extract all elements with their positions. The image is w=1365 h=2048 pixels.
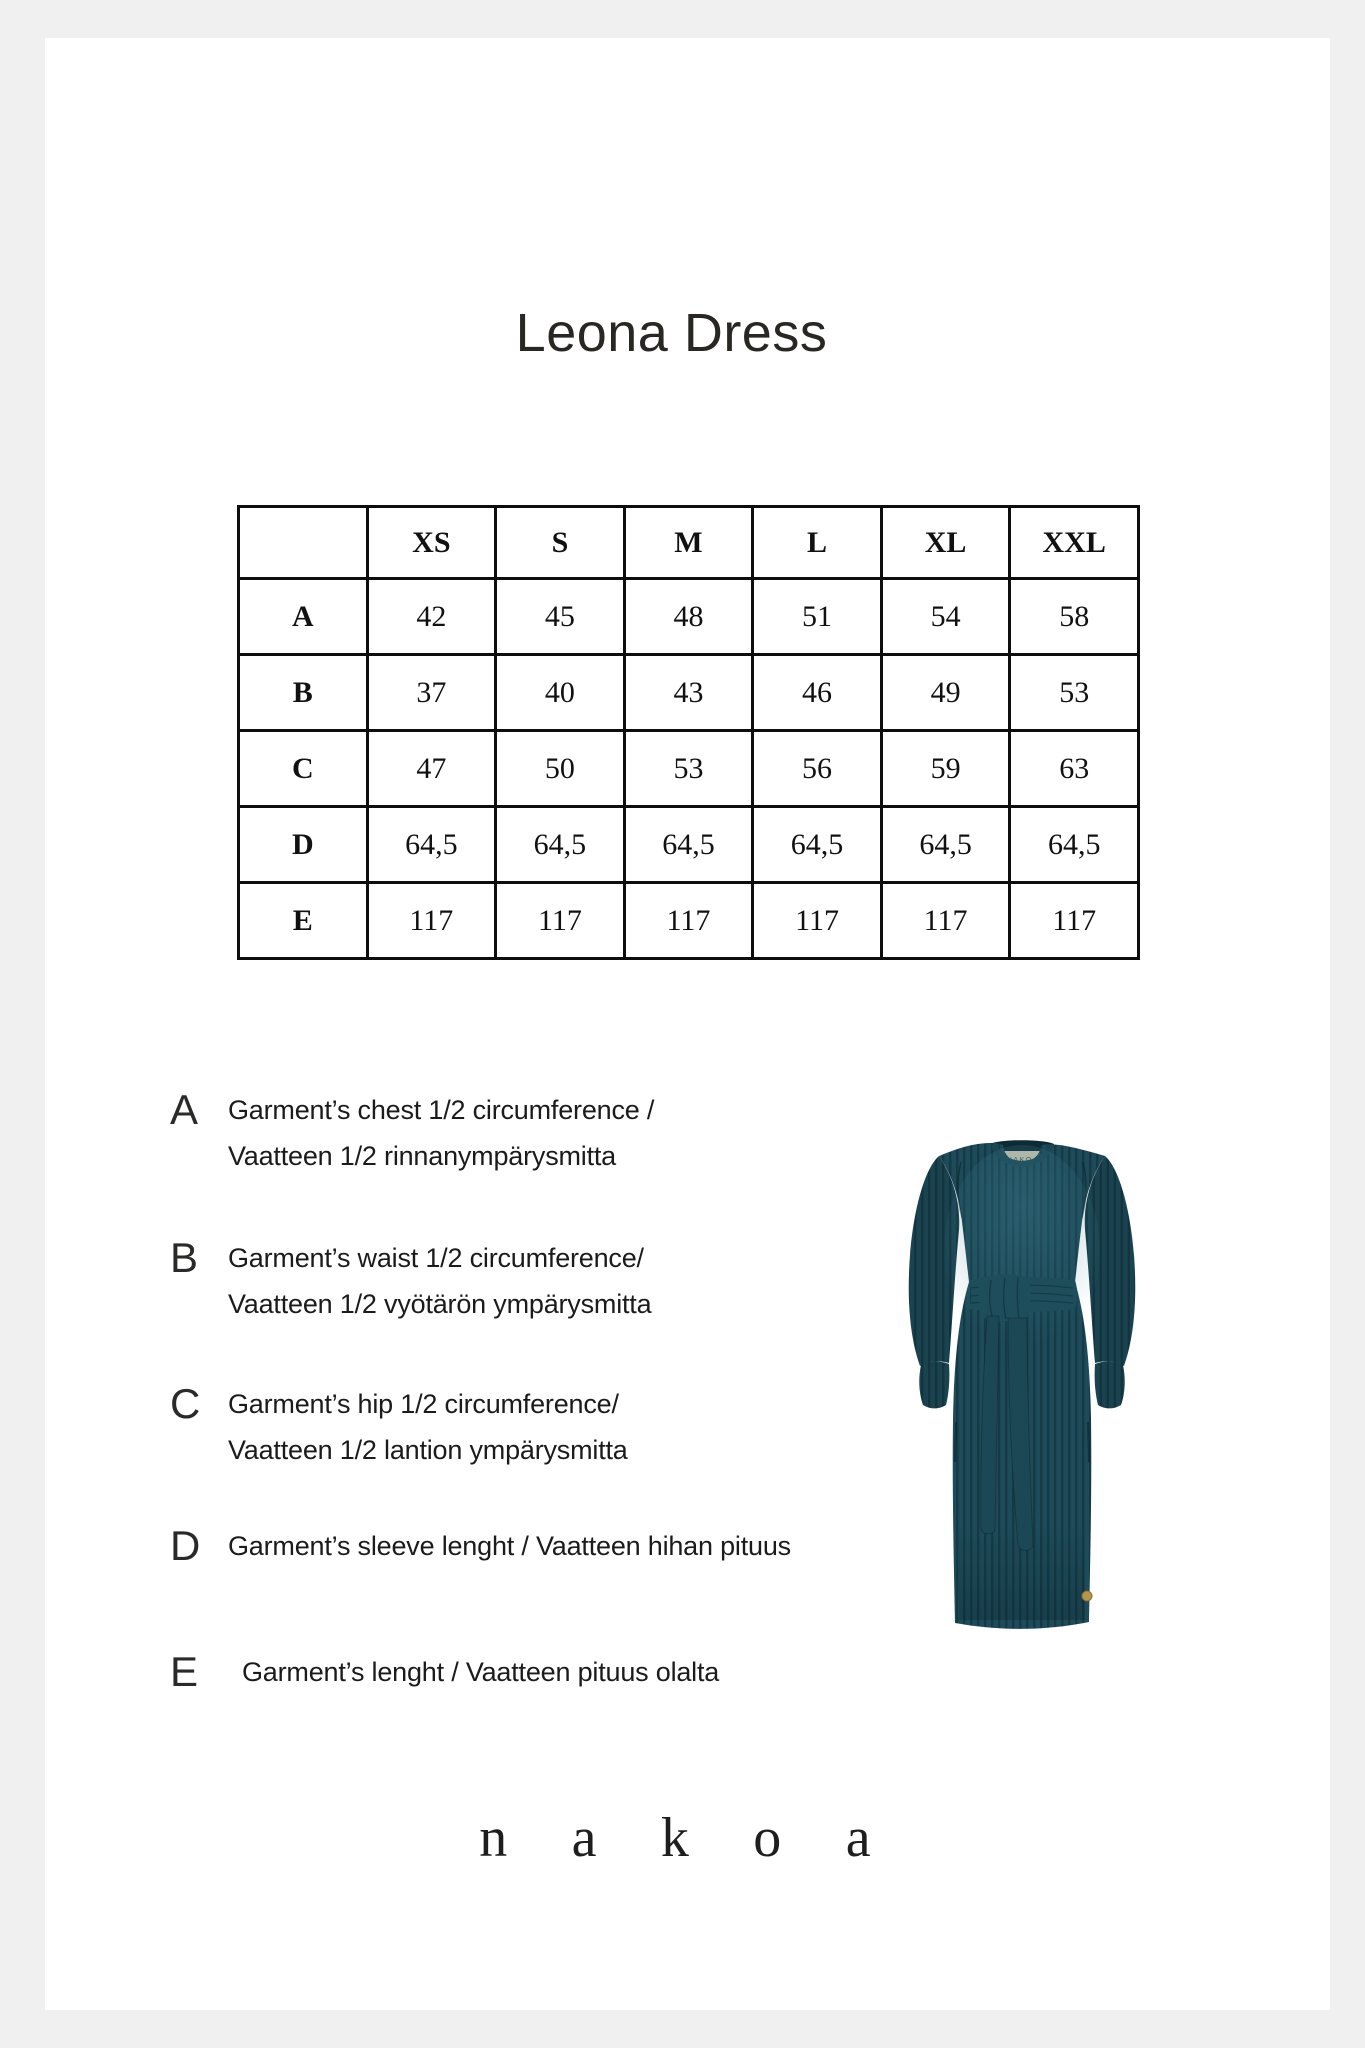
row-label-e: E: [239, 883, 368, 959]
size-table-header-row: [239, 507, 1139, 579]
size-value: 47: [367, 731, 496, 807]
legend-line: Vaatteen 1/2 lantion ympärysmitta: [228, 1435, 628, 1465]
legend-item-a: [170, 1087, 654, 1179]
size-value: 45: [496, 579, 625, 655]
size-value: 117: [496, 883, 625, 959]
legend-item-b: [170, 1235, 651, 1327]
table-row-c: [239, 731, 1139, 807]
size-value: 117: [624, 883, 753, 959]
col-header-xl: XL: [881, 507, 1010, 579]
hem-button: [1082, 1591, 1092, 1601]
legend-line: Garment’s lenght / Vaatteen pituus olalta: [242, 1657, 720, 1687]
size-guide-page: [45, 38, 1330, 2010]
size-value: 51: [753, 579, 882, 655]
dress-cuff-left: [919, 1361, 949, 1408]
corner-cell: [239, 507, 368, 579]
col-header-s: S: [496, 507, 625, 579]
size-value: 64,5: [496, 807, 625, 883]
brand-logo: n a k o a: [479, 1807, 896, 1869]
legend-text-d: [228, 1523, 791, 1569]
row-label-d: D: [239, 807, 368, 883]
dress-cuff-right: [1095, 1361, 1125, 1408]
dress-photo: [865, 1130, 1195, 1640]
size-table: [237, 505, 1140, 960]
row-label-b: B: [239, 655, 368, 731]
size-value: 64,5: [881, 807, 1010, 883]
size-value: 46: [753, 655, 882, 731]
size-value: 64,5: [367, 807, 496, 883]
legend-line: Vaatteen 1/2 rinnanympärysmitta: [228, 1141, 617, 1171]
size-value: 58: [1010, 579, 1139, 655]
size-value: 117: [367, 883, 496, 959]
legend-text-e: [228, 1649, 719, 1695]
legend-letter-d: D: [170, 1522, 201, 1569]
table-row-d: [239, 807, 1139, 883]
row-label-a: A: [239, 579, 368, 655]
legend-letter-e: E: [170, 1648, 199, 1695]
page-title: Leona Dress: [515, 303, 828, 363]
size-value: 63: [1010, 731, 1139, 807]
col-header-l: L: [753, 507, 882, 579]
legend-letter-c: C: [170, 1380, 201, 1427]
size-value: 64,5: [1010, 807, 1139, 883]
size-value: 42: [367, 579, 496, 655]
col-header-xs: XS: [367, 507, 496, 579]
legend-item-e: [170, 1649, 719, 1695]
pocket-seam-right: [1088, 1422, 1089, 1462]
size-value: 53: [624, 731, 753, 807]
legend-line: Garment’s sleeve lenght / Vaatteen hihan pituus: [228, 1531, 791, 1561]
legend-line: Garment’s chest 1/2 circumference /: [228, 1095, 655, 1125]
legend-text-b: [228, 1235, 651, 1327]
size-value: 54: [881, 579, 1010, 655]
legend-item-d: [170, 1523, 791, 1569]
legend-item-c: [170, 1381, 628, 1473]
size-value: 64,5: [624, 807, 753, 883]
size-value: 117: [753, 883, 882, 959]
legend-letter-a: A: [170, 1086, 199, 1133]
legend-line: Vaatteen 1/2 vyötärön ympärysmitta: [228, 1289, 652, 1319]
size-value: 53: [1010, 655, 1139, 731]
table-row-b: [239, 655, 1139, 731]
size-value: 117: [1010, 883, 1139, 959]
size-value: 64,5: [753, 807, 882, 883]
legend-letter-b: B: [170, 1234, 199, 1281]
legend-text-a: [228, 1087, 654, 1179]
size-value: 50: [496, 731, 625, 807]
table-row-a: [239, 579, 1139, 655]
legend-text-c: [228, 1381, 628, 1473]
col-header-m: M: [624, 507, 753, 579]
size-value: 117: [881, 883, 1010, 959]
size-value: 37: [367, 655, 496, 731]
legend-line: Garment’s hip 1/2 circumference/: [228, 1389, 619, 1419]
size-value: 43: [624, 655, 753, 731]
size-value: 48: [624, 579, 753, 655]
col-header-xxl: XXL: [1010, 507, 1139, 579]
table-row-e: [239, 883, 1139, 959]
size-value: 56: [753, 731, 882, 807]
size-value: 49: [881, 655, 1010, 731]
size-value: 40: [496, 655, 625, 731]
size-value: 59: [881, 731, 1010, 807]
legend-line: Garment’s waist 1/2 circumference/: [228, 1243, 644, 1273]
row-label-c: C: [239, 731, 368, 807]
pocket-seam-left: [955, 1422, 956, 1462]
